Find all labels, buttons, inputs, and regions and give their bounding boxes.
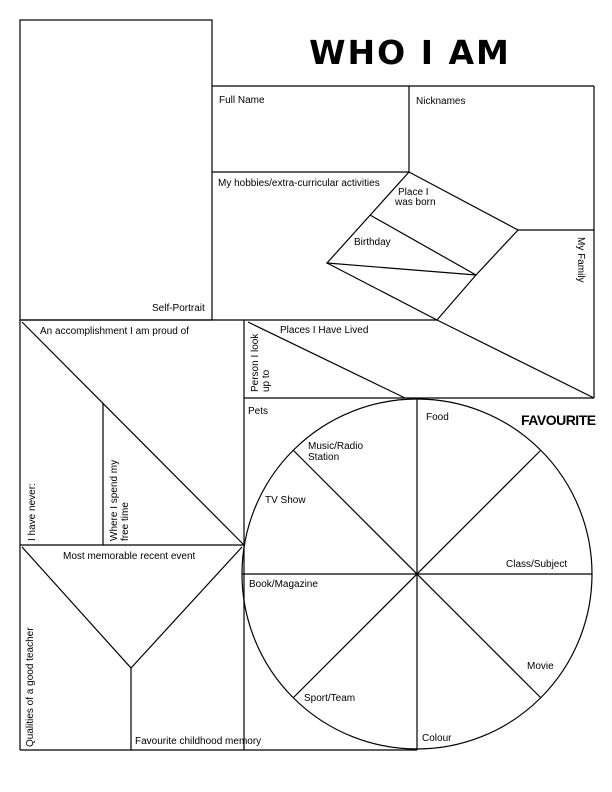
memorable-event-triangle bbox=[22, 547, 242, 668]
place-born-label-2: was born bbox=[395, 197, 436, 208]
self-portrait-box[interactable] bbox=[20, 20, 212, 320]
person-look-up-label-1: Person I look bbox=[250, 333, 261, 392]
person-look-up-label-2: up to bbox=[261, 369, 272, 392]
page-title: WHO I AM bbox=[309, 33, 511, 72]
memorable-event-label: Most memorable recent event bbox=[63, 551, 196, 562]
sport-team-label: Sport/Team bbox=[304, 693, 356, 704]
diamond-right-lower-edge bbox=[437, 275, 476, 320]
music-label-2: Station bbox=[308, 452, 340, 463]
accomplishment-label: An accomplishment I am proud of bbox=[40, 326, 189, 337]
good-teacher-label: Qualities of a good teacher bbox=[25, 627, 36, 747]
childhood-memory-label: Favourite childhood memory bbox=[135, 736, 262, 747]
accomplishment-diagonal bbox=[22, 322, 244, 545]
class-subject-label: Class/Subject bbox=[506, 559, 568, 570]
free-time-label-2: free time bbox=[120, 502, 131, 541]
self-portrait-label: Self-Portrait bbox=[152, 303, 205, 314]
tv-show-label: TV Show bbox=[265, 495, 306, 506]
favourite-heading: FAVOURITE bbox=[521, 412, 596, 428]
pets-label: Pets bbox=[248, 406, 269, 417]
places-lived-label: Places I Have Lived bbox=[280, 325, 369, 336]
full-name-label: Full Name bbox=[219, 95, 265, 106]
nicknames-label: Nicknames bbox=[416, 96, 466, 107]
colour-label: Colour bbox=[422, 733, 452, 744]
book-magazine-label: Book/Magazine bbox=[249, 579, 318, 590]
food-label: Food bbox=[426, 412, 449, 423]
hobbies-label: My hobbies/extra-curricular activities bbox=[218, 178, 380, 189]
movie-label: Movie bbox=[527, 661, 554, 672]
place-born-label-1: Place I bbox=[398, 187, 429, 198]
free-time-label-1: Where I spend my bbox=[109, 459, 120, 541]
birthday-label: Birthday bbox=[354, 237, 391, 248]
family-diagonal bbox=[437, 320, 594, 398]
music-label-1: Music/Radio bbox=[308, 441, 364, 452]
my-family-label: My Family bbox=[575, 237, 586, 283]
i-have-never-label: I have never: bbox=[27, 483, 38, 541]
hobbies-box[interactable] bbox=[213, 173, 363, 319]
nicknames-box[interactable] bbox=[410, 87, 593, 227]
